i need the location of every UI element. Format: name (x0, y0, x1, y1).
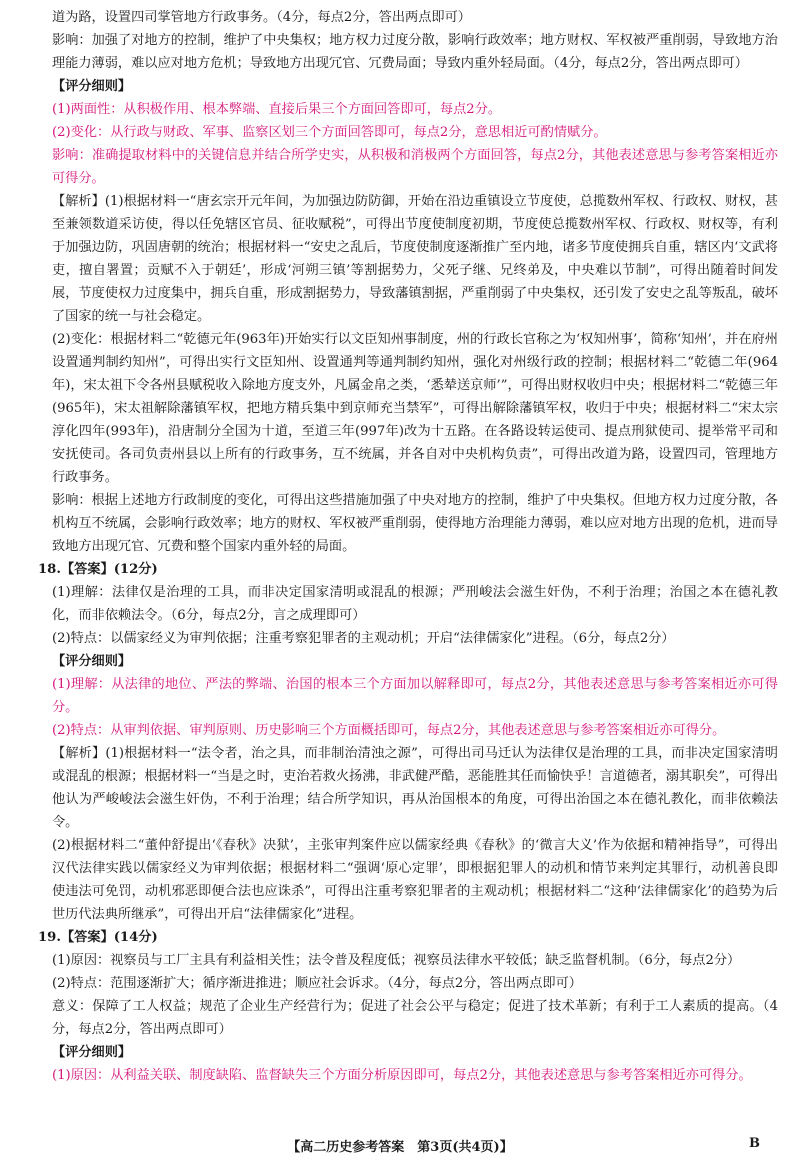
section-heading: 【评分细则】 (52, 1045, 132, 1060)
section-heading: 【评分细则】 (52, 79, 132, 94)
answer-page (38, 6, 778, 1087)
answer-line: (1)理解：法律仅是治理的工具，而非决定国家清明或混乱的根源；严刑峻法会滋生奸伪，不利于治理；治国之本在德礼教化，而非依赖法令。（6分，每点2分，言之成理即可） (52, 585, 778, 623)
section-heading: 【评分细则】 (52, 654, 132, 669)
answer-line: (2)特点：以儒家经义为审判依据；注重考察犯罪者的主观动机；开启“法律儒家化”进程。（6分，每点2分） (52, 631, 675, 646)
analysis-paragraph: 影响：根据上述地方行政制度的变化，可得出这些措施加强了中央对地方的控制，维护了中央集权。但地方权力过度分散，各机构互不统属，会影响行政效率；地方的财权、军权被严重削弱，使得地方治理能力薄弱，难以应对地方出现的危机，进而导致地方出现冗官、冗费和整个国家内重外轻的局面。 (52, 493, 778, 554)
text-line: 影响：加强了对地方的控制，维护了中央集权；地方权力过度分散，影响行政效率；地方财权、军权被严重削弱，导致地方治理能力薄弱，难以应对地方危机；导致地方出现冗官、冗费局面；导致内重外轻局面。（4分，每点2分，答出两点即可） (52, 33, 778, 71)
grading-line: (1)理解：从法律的地位、严法的弊端、治国的根本三个方面加以解释即可，每点2分，其他表述意思与参考答案相近亦可得分。 (52, 677, 778, 715)
analysis-paragraph: (2)变化：根据材料二“乾德元年(963年)开始实行以文臣知州事制度，州的行政长官称之为‘权知州事’，简称‘知州’，并在府州设置通判制约知州”，可得出实行文臣知州、设置通判等通判制约知州，强化对州级行政的控制；根据材料二“乾德二年(964年)，宋太祖下令各州县赋税收入除地方度支外，凡属金帛之类，‘悉辇送京师’”，可得出财权收归中央；根据材料二“乾德三年(965年)，宋太祖解除藩镇军权，把地方精兵集中到京师充当禁军”，可得出解除藩镇军权，收归于中央；根据材料二“宋太宗淳化四年(993年)，沿唐制分全国为十道，至道三年(997年)改为十五路。在各路设转运使司、提点刑狱使司、提举常平司和安抚使司。各司负责州县以上所有的行政事务，互不统属，并各自对中央机构负责”，可得出改道为路，设置四司，管理地方行政事务。 (52, 332, 778, 485)
answer-line: (2)特点：范围逐渐扩大；循序渐进推进；顺应社会诉求。（4分，每点2分，答出两点即可） (52, 976, 582, 991)
grading-line: (2)特点：从审判依据、审判原则、历史影响三个方面概括即可，每点2分，其他表述意思与参考答案相近亦可得分。 (52, 723, 726, 738)
answer-line: (1)原因：视察员与工厂主具有利益相关性；法令普及程度低；视察员法律水平较低；缺乏监督机制。（6分，每点2分） (52, 953, 741, 968)
analysis-paragraph: 【解析】(1)根据材料一“唐玄宗开元年间，为加强边防防御，开始在沿边重镇设立节度使，总揽数州军权、行政权、财权，甚至兼领数道采访使，得以任免辖区官员、征收赋税”，可得出节度使制度初期，节度使总揽数州军权、行政权、财权等，有利于加强边防，巩固唐朝的统治；根据材料一“安史之乱后，节度使制度逐渐推广至内地，诸多节度使拥兵自重，辖区内‘文武将吏，擅自署置；贡赋不入于朝廷’，形成‘河朔三镇’等割据势力，父死子继、兄终弟及，中央难以节制”，可得出随着时间发展，节度使权力过度集中，拥兵自重，形成割据势力，导致藩镇割据，严重削弱了中央集权，还引发了安史之乱等叛乱，破坏了国家的统一与社会稳定。 (52, 194, 778, 324)
analysis-paragraph: 【解析】(1)根据材料一“法令者，治之具，而非制治清浊之源”，可得出司马迁认为法律仅是治理的工具，而非决定国家清明或混乱的根源；根据材料一“当是之时，吏治若救火扬沸，非武健严酷，恶能胜其任而愉快乎！言道德者，溺其职矣”，可得出他认为严峻峻法会滋生奸伪，不利于治理；结合所学知识，再从治国根本的角度，可得出治国之本在德礼教化，而非依赖法令。 (52, 746, 778, 830)
version-mark: B (749, 1136, 760, 1151)
grading-line: (1)原因：从利益关联、制度缺陷、监督缺失三个方面分析原因即可，每点2分，其他表述意思与参考答案相近亦可得分。 (52, 1068, 752, 1083)
question-heading: 18.【答案】(12分) (38, 562, 158, 577)
grading-line: (2)变化：从行政与财政、军事、监察区划三个方面回答即可，每点2分，意思相近可酌情赋分。 (52, 125, 607, 140)
question-heading: 19.【答案】(14分) (38, 930, 158, 945)
page-footer: 【高二历史参考答案 第3页(共4页)】 (287, 1140, 513, 1155)
answer-line: 意义：保障了工人权益；规范了企业生产经营行为；促进了社会公平与稳定；促进了技术革新；有利于工人素质的提高。（4分，每点2分，答出两点即可） (52, 999, 778, 1037)
text-line: 道为路，设置四司掌管地方行政事务。（4分，每点2分，答出两点即可） (52, 10, 471, 25)
grading-line: (1)两面性：从积极作用、根本弊端、直接后果三个方面回答即可，每点2分。 (52, 102, 502, 117)
grading-line: 影响：准确提取材料中的关键信息并结合所学史实，从积极和消极两个方面回答，每点2分，其他表述意思与参考答案相近亦可得分。 (52, 148, 778, 186)
analysis-paragraph: (2)根据材料二“董仲舒提出‘《春秋》决狱’，主张审判案件应以儒家经典《春秋》的‘微言大义’作为依据和精神指导”，可得出汉代法律实践以儒家经义为审判依据；根据材料二“强调‘原心定罪’，即根据犯罪人的动机和情节来判定其罪行，动机善良即使违法可免罚，动机邪恶即便合法也应诛杀”，可得出注重考察犯罪者的主观动机；根据材料二“这种‘法律儒家化’的趋势为后世历代法典所继承”，可得出开启“法律儒家化”进程。 (52, 838, 778, 922)
